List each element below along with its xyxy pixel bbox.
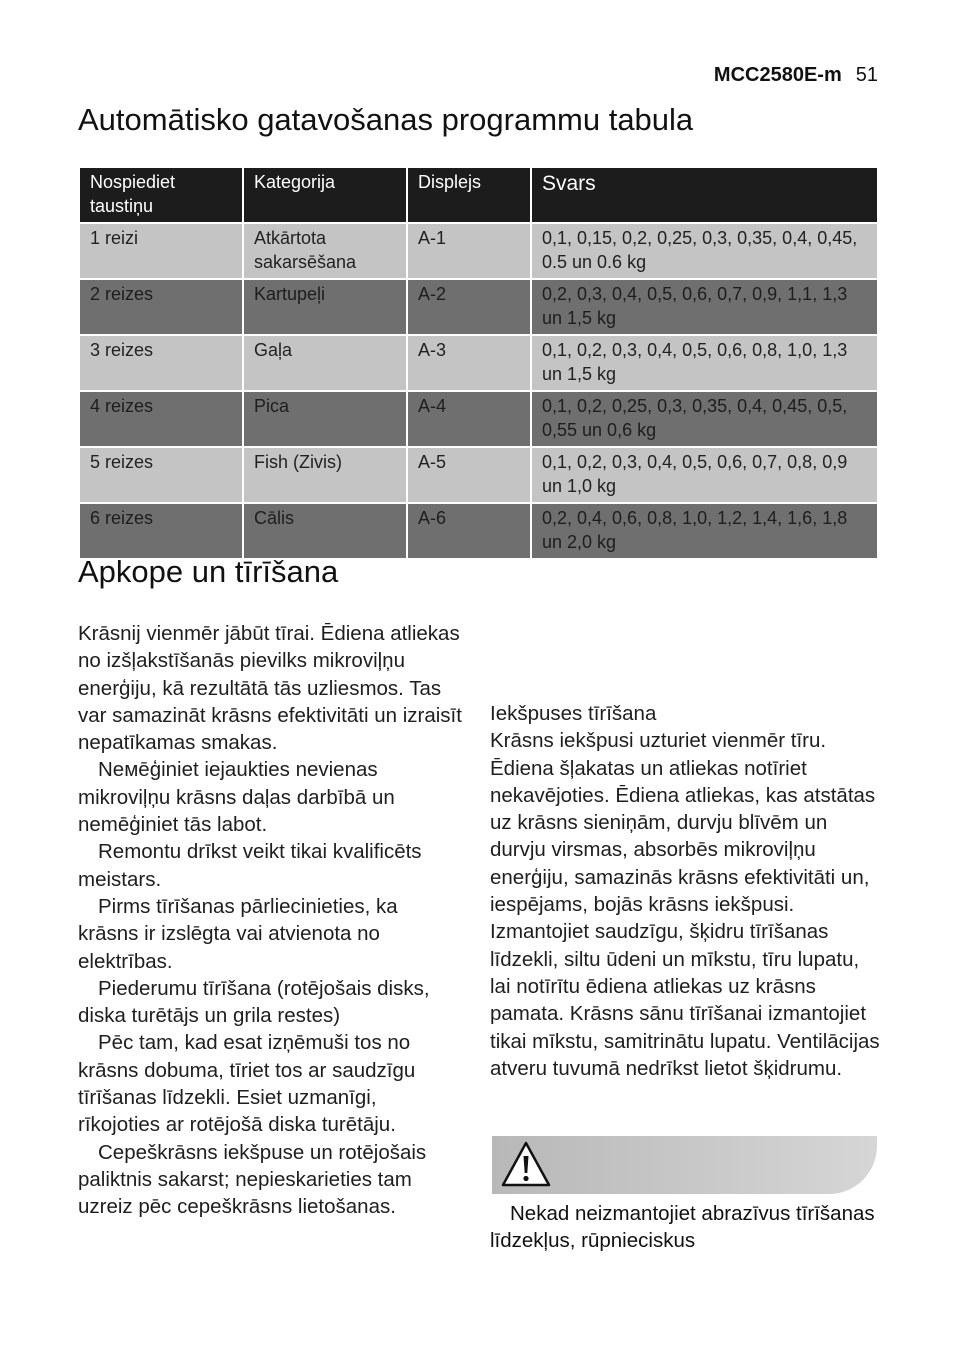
table-cell: Kartupeļi	[243, 279, 407, 335]
paragraph: Pēc tam, kad esat izņēmuši tos no krāsns dobuma, tīriet tos ar saudzīgu tīrīšanas līdzekli. Esiet uzmanīgi, rīkojoties ar rotējošā diska turētāju.	[78, 1031, 416, 1137]
table-cell: 5 reizes	[79, 447, 243, 503]
section-title: Apkope un tīrīšana	[78, 554, 339, 589]
page-number: 51	[855, 64, 878, 86]
table-header-row	[79, 167, 878, 223]
table-row	[79, 503, 878, 559]
table-cell: Fish (Zivis)	[243, 447, 407, 503]
table-cell: 3 reizes	[79, 335, 243, 391]
table-cell: Cālis	[243, 503, 407, 559]
column-header: Nospiediet taustiņu	[79, 167, 243, 223]
table-row	[79, 447, 878, 503]
table-cell: A-6	[407, 503, 531, 559]
table-cell: A-5	[407, 447, 531, 503]
paragraph: Neмēģiniet iejaukties nevienas mikroviļņu krāsns daļas darbībā un nemēģiniet tās labot.	[78, 758, 395, 837]
column-header: Displejs	[407, 167, 531, 223]
table-row	[79, 335, 878, 391]
paragraph: Remontu drīkst veikt tikai kvalificēts meistars.	[78, 840, 422, 891]
table-cell: Gaļa	[243, 335, 407, 391]
table-row	[79, 223, 878, 279]
table-cell: A-3	[407, 335, 531, 391]
table-cell: 0,1, 0,15, 0,2, 0,25, 0,3, 0,35, 0,4, 0,45, 0.5 un 0.6 kg	[531, 223, 878, 279]
table-row	[79, 279, 878, 335]
table-cell: 2 reizes	[79, 279, 243, 335]
paragraph: Pirms tīrīšanas pārliecinieties, ka krāsns ir izslēgta vai atvienota no elektrības.	[78, 894, 398, 973]
table-cell: 0,1, 0,2, 0,3, 0,4, 0,5, 0,6, 0,8, 1,0, 1,3 un 1,5 kg	[531, 335, 878, 391]
program-table	[78, 166, 879, 560]
table-cell: Pica	[243, 391, 407, 447]
table-cell: 1 reizi	[79, 223, 243, 279]
table-cell: A-2	[407, 279, 531, 335]
left-column	[78, 620, 463, 1221]
right-column	[490, 700, 880, 1082]
table-row	[79, 391, 878, 447]
subheading: Iekšpuses tīrīšana	[490, 702, 657, 725]
table-cell: 0,2, 0,3, 0,4, 0,5, 0,6, 0,7, 0,9, 1,1, 1,3 un 1,5 kg	[531, 279, 878, 335]
paragraph: Piederumu tīrīšana (rotējošais disks, diska turētājs un grila restes)	[78, 976, 430, 1028]
warning-triangle-icon	[500, 1139, 552, 1189]
warning-paragraph: Nekad neizmantojiet abrazīvus tīrīšanas līdzekļus, rūpnieciskus	[490, 1202, 875, 1252]
paragraph: Krāsnij vienmēr jābūt tīrai. Ēdiena atliekas no izšļakstīšanās pievilks mikroviļņu enerģiju, kā rezultātā tās uzliesmos. Tas var samazināt krāsns efektivitāti un izraisīt nepatīkamas smakas.	[78, 622, 462, 755]
table-cell: A-1	[407, 223, 531, 279]
column-header: Svars	[531, 167, 878, 223]
column-header: Kategorija	[243, 167, 407, 223]
paragraph: Krāsns iekšpusi uzturiet vienmēr tīru. Ēdiena šļakatas un atliekas notīriet nekavējoties. Ēdiena atliekas, kas atstātas uz krāsns sieniņām, durvju blīvēm un durvju virsmas, absorbēs mikroviļņu enerģiju, samazinās krāsns efektivitāti un, iespējams, bojās krāsns iekšpusi. Izmantojiet saudzīgu, šķidru tīrīšanas līdzekli, siltu ūdeni un mīkstu, tīru lupatu, lai notīrītu ēdiena atliekas uz krāsns pamata. Krāsns sānu tīrīšanai izmantojiet tikai mīkstu, samitrinātu lupatu. Ventilācijas atveru tuvumā nedrīkst lietot šķidrumu.	[490, 729, 880, 1080]
page-title: Automātisko gatavošanas programmu tabula	[78, 102, 694, 137]
table-cell: 4 reizes	[79, 391, 243, 447]
table-cell: Atkārtota sakarsēšana	[243, 223, 407, 279]
warning-text	[490, 1200, 880, 1254]
table-cell: 0,2, 0,4, 0,6, 0,8, 1,0, 1,2, 1,4, 1,6, 1,8 un 2,0 kg	[531, 503, 878, 559]
page-header	[714, 64, 878, 87]
table-cell: 0,1, 0,2, 0,3, 0,4, 0,5, 0,6, 0,7, 0,8, 0,9 un 1,0 kg	[531, 447, 878, 503]
table-cell: A-4	[407, 391, 531, 447]
model-number: MCC2580E-m	[713, 64, 842, 86]
paragraph: Cepeškrāsns iekšpuse un rotējošais paliktnis sakarst; nepieskarieties tam uzreiz pēc cepeškrāsns lietošanas.	[78, 1140, 427, 1219]
table-cell: 6 reizes	[79, 503, 243, 559]
table-cell: 0,1, 0,2, 0,25, 0,3, 0,35, 0,4, 0,45, 0,5, 0,55 un 0,6 kg	[531, 391, 878, 447]
